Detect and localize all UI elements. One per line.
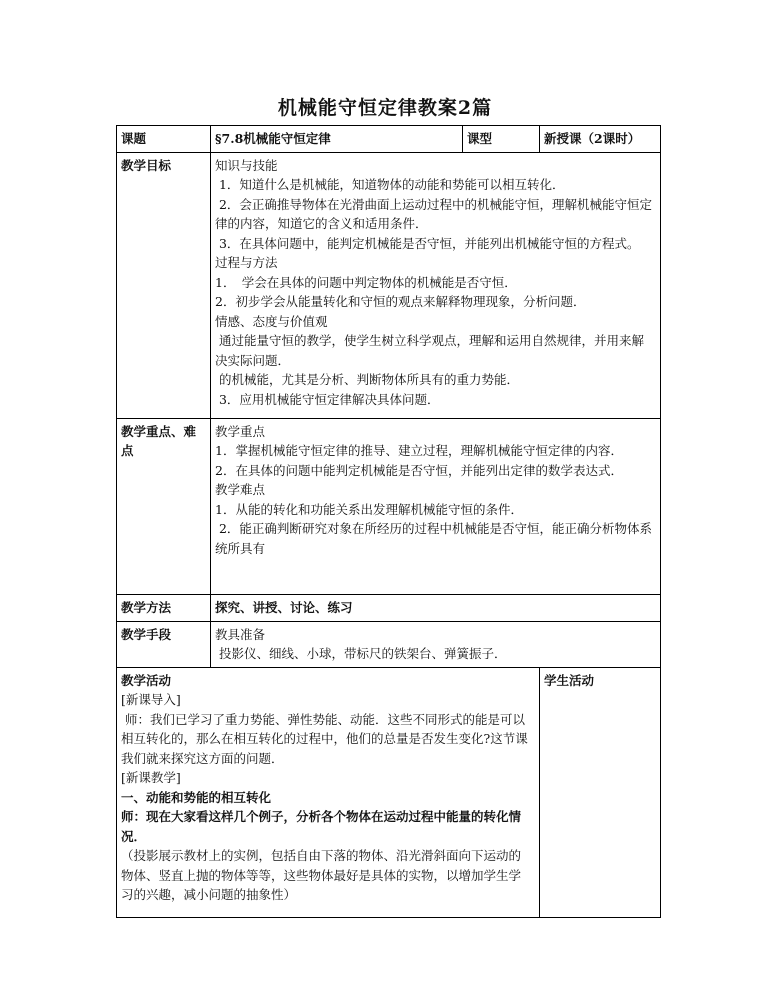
lesson-plan-table bbox=[116, 125, 661, 918]
focus-line: 1．掌握机械能守恒定律的推导、建立过程，理解机械能守恒定律的内容． bbox=[215, 443, 623, 458]
goals-row bbox=[117, 152, 661, 418]
goals-line: 1．知道什么是机械能，知道物体的动能和势能可以相互转化． bbox=[215, 177, 565, 192]
intro-text: 师：我们已学习了重力势能、弹性势能、动能．这些不同形式的能是可以相互转化的，那么在相互转化的过程中，他们的总量是否发生变化?这节课我们就来探究这方面的问题． bbox=[121, 711, 528, 766]
type-value: 新授课（2课时） bbox=[540, 126, 661, 153]
goals-label: 教学目标 bbox=[117, 152, 211, 418]
activity-row bbox=[117, 667, 661, 917]
focus-line: 2．能正确判断研究对象在所经历的过程中机械能是否守恒，能正确分析物体系统所具有 bbox=[215, 521, 652, 556]
topic-value: §7.8机械能守恒定律 bbox=[211, 126, 463, 153]
topic-label: 课题 bbox=[117, 126, 211, 153]
goals-line: 2．会正确推导物体在光滑曲面上运动过程中的机械能守恒，理解机械能守恒定律的内容，知道它的含义和适用条件． bbox=[215, 196, 652, 231]
goals-line: 的机械能，尤其是分析、判断物体所具有的重力势能． bbox=[215, 372, 519, 387]
method-value: 探究、讲授、讨论、练习 bbox=[211, 594, 661, 621]
method-label: 教学方法 bbox=[117, 594, 211, 621]
type-label: 课型 bbox=[463, 126, 540, 153]
goals-line: 情感、态度与价值观 bbox=[215, 313, 328, 329]
tools-content bbox=[211, 621, 661, 667]
goals-content bbox=[211, 152, 661, 418]
tools-label: 教学手段 bbox=[117, 621, 211, 667]
focus-label: 教学重点、难点 bbox=[117, 418, 211, 594]
new-teach-heading: [新课教学] bbox=[121, 770, 181, 785]
tools-line: 教具准备 bbox=[215, 626, 266, 642]
goals-line: 3．应用机械能守恒定律解决具体问题． bbox=[215, 391, 440, 407]
header-row bbox=[117, 126, 661, 153]
goals-line: 3．在具体问题中，能判定机械能是否守恒，并能列出机械能守恒的方程式。 bbox=[215, 235, 640, 251]
student-activity-label: 学生活动 bbox=[540, 667, 661, 917]
method-row bbox=[117, 594, 661, 621]
focus-line: 教学重点 bbox=[215, 423, 266, 439]
focus-line: 1．从能的转化和功能关系出发理解机械能守恒的条件． bbox=[215, 501, 523, 517]
tools-row bbox=[117, 621, 661, 667]
activity-label: 教学活动 bbox=[121, 672, 172, 688]
focus-line: 教学难点 bbox=[215, 482, 266, 497]
section-heading: 一、动能和势能的相互转化 bbox=[121, 789, 272, 805]
goals-line: 知识与技能 bbox=[215, 157, 278, 173]
document-title: 机械能守恒定律教案2篇 bbox=[277, 97, 493, 119]
activity-content bbox=[117, 667, 540, 917]
goals-line: 1． 学会在具体的问题中判定物体的机械能是否守恒． bbox=[215, 274, 517, 290]
teacher-prompt: 师：现在大家看这样几个例子，分析各个物体在运动过程中能量的转化情况． bbox=[121, 809, 522, 844]
focus-content bbox=[211, 418, 661, 594]
tools-line: 投影仪、细线、小球，带标尺的铁架台、弹簧振子． bbox=[215, 646, 507, 661]
focus-line: 2．在具体的问题中能判定机械能是否守恒，并能列出定律的数学表达式． bbox=[215, 462, 623, 478]
goals-line: 通过能量守恒的教学，使学生树立科学观点，理解和运用自然规律，并用来解决实际问题． bbox=[215, 333, 644, 368]
goals-line: 过程与方法 bbox=[215, 255, 278, 270]
goals-line: 2．初步学会从能量转化和守恒的观点来解释物理现象，分析问题． bbox=[215, 294, 586, 309]
projection-note: （投影展示教材上的实例，包括自由下落的物体、沿光滑斜面向下运动的物体、竖直上抛的物体等等，这些物体最好是具体的实物，以增加学生学习的兴趣，减小问题的抽象性） bbox=[121, 848, 522, 902]
new-intro-heading: [新课导入] bbox=[121, 692, 181, 707]
focus-row bbox=[117, 418, 661, 594]
